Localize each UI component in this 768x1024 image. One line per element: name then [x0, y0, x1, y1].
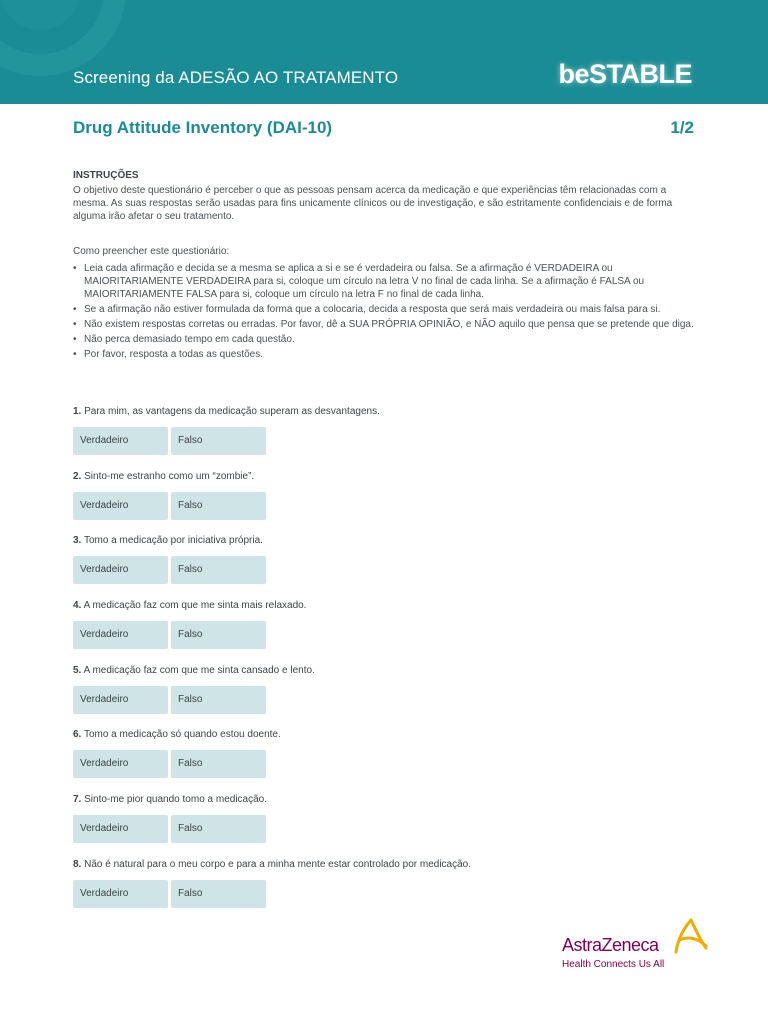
question-text: Para mim, as vantagens da medicação superam as desvantagens. [84, 406, 380, 417]
instructions-text: O objetivo deste questionário é perceber o que as pessoas pensam acerca da medicação e que experiências têm relacionadas com a mesma. As suas respostas serão usadas para fins unicamente clínicos ou de investigação, e são estritamente confidenciais e de forma alguma irão afetar o seu tratamento. [73, 185, 673, 222]
true-option[interactable]: Verdadeiro [73, 880, 168, 908]
instruction-text: Se a afirmação não estiver formulada da forma que a colocaria, decida a resposta que será mais verdadeira ou mais falsa para si. [84, 304, 661, 315]
astrazeneca-branding [562, 918, 712, 978]
brand-logo: beSTABLE [558, 59, 692, 89]
answer-options [73, 815, 713, 843]
question-1 [73, 405, 713, 455]
true-option[interactable]: Verdadeiro [73, 686, 168, 714]
instruction-item [73, 333, 703, 346]
answer-options [73, 880, 713, 908]
instruction-item [73, 303, 703, 316]
answer-options [73, 750, 713, 778]
instruction-item [73, 348, 703, 361]
question-number: 8. [73, 859, 82, 870]
question-number: 6. [73, 729, 82, 740]
bullet-icon: • [73, 263, 77, 274]
instruction-text: Não existem respostas corretas ou erradas. Por favor, dê a SUA PRÓPRIA OPINIÃO, e NÃO aquilo que pensa que se pretende que diga. [84, 319, 694, 330]
question-text: Sinto-me pior quando tomo a medicação. [84, 794, 268, 805]
question-5 [73, 664, 713, 714]
answer-options [73, 427, 713, 455]
answer-options [73, 621, 713, 649]
instructions-heading: INSTRUÇÕES [73, 170, 139, 181]
question-8 [73, 858, 713, 908]
question-7 [73, 793, 713, 843]
astrazeneca-logo-icon [674, 918, 708, 956]
question-text: A medicação faz com que me sinta mais relaxado. [83, 600, 307, 611]
page-number: 1/2 [670, 118, 694, 137]
company-tagline: Health Connects Us All [562, 959, 665, 970]
document-title: Drug Attitude Inventory (DAI-10) [73, 118, 333, 137]
header-banner [0, 0, 768, 104]
false-option[interactable]: Falso [171, 621, 266, 649]
question-number: 4. [73, 600, 82, 611]
question-text: Tomo a medicação só quando estou doente. [83, 729, 281, 740]
question-2 [73, 470, 713, 520]
bullet-icon: • [73, 334, 77, 345]
true-option[interactable]: Verdadeiro [73, 815, 168, 843]
instruction-item [73, 262, 703, 301]
how-to-fill-title: Como preencher este questionário: [73, 246, 230, 257]
bullet-icon: • [73, 304, 77, 315]
question-number: 7. [73, 794, 82, 805]
question-text: Sinto-me estranho como um “zombie”. [84, 471, 255, 482]
company-name: AstraZeneca [562, 935, 659, 955]
true-option[interactable]: Verdadeiro [73, 621, 168, 649]
instruction-text: Leia cada afirmação e decida se a mesma se aplica a si e se é verdadeira ou falsa. Se a afirmação é VERDADEIRA ou MAIORITARIAMENTE VERDADEIRA para si, coloque um círculo na letra V no final de cada linha. Se a afirmação é FALSA ou MAIORITARIAMENTE FALSA para si, coloque um círculo na letra F no final de cada linha. [84, 263, 645, 300]
question-6 [73, 728, 713, 778]
question-number: 1. [73, 406, 82, 417]
instruction-item [73, 318, 703, 331]
false-option[interactable]: Falso [171, 556, 266, 584]
true-option[interactable]: Verdadeiro [73, 427, 168, 455]
false-option[interactable]: Falso [171, 750, 266, 778]
question-3 [73, 534, 713, 584]
answer-options [73, 686, 713, 714]
bullet-icon: • [73, 319, 77, 330]
false-option[interactable]: Falso [171, 427, 266, 455]
true-option[interactable]: Verdadeiro [73, 556, 168, 584]
question-text: Não é natural para o meu corpo e para a minha mente estar controlado por medicação. [84, 859, 472, 870]
question-number: 3. [73, 535, 82, 546]
false-option[interactable]: Falso [171, 492, 266, 520]
bullet-icon: • [73, 349, 77, 360]
false-option[interactable]: Falso [171, 686, 266, 714]
question-text: A medicação faz com que me sinta cansado e lento. [83, 665, 315, 676]
instructions-list [73, 262, 703, 363]
question-text: Tomo a medicação por iniciativa própria. [83, 535, 263, 546]
answer-options [73, 492, 713, 520]
question-number: 5. [73, 665, 82, 676]
false-option[interactable]: Falso [171, 880, 266, 908]
question-4 [73, 599, 713, 649]
false-option[interactable]: Falso [171, 815, 266, 843]
instruction-text: Não perca demasiado tempo em cada questão. [84, 334, 295, 345]
question-number: 2. [73, 471, 82, 482]
instruction-text: Por favor, resposta a todas as questões. [84, 349, 263, 360]
header-decoration-icon [0, 0, 160, 104]
true-option[interactable]: Verdadeiro [73, 750, 168, 778]
answer-options [73, 556, 713, 584]
header-title: Screening da ADESÃO AO TRATAMENTO [73, 68, 399, 87]
true-option[interactable]: Verdadeiro [73, 492, 168, 520]
